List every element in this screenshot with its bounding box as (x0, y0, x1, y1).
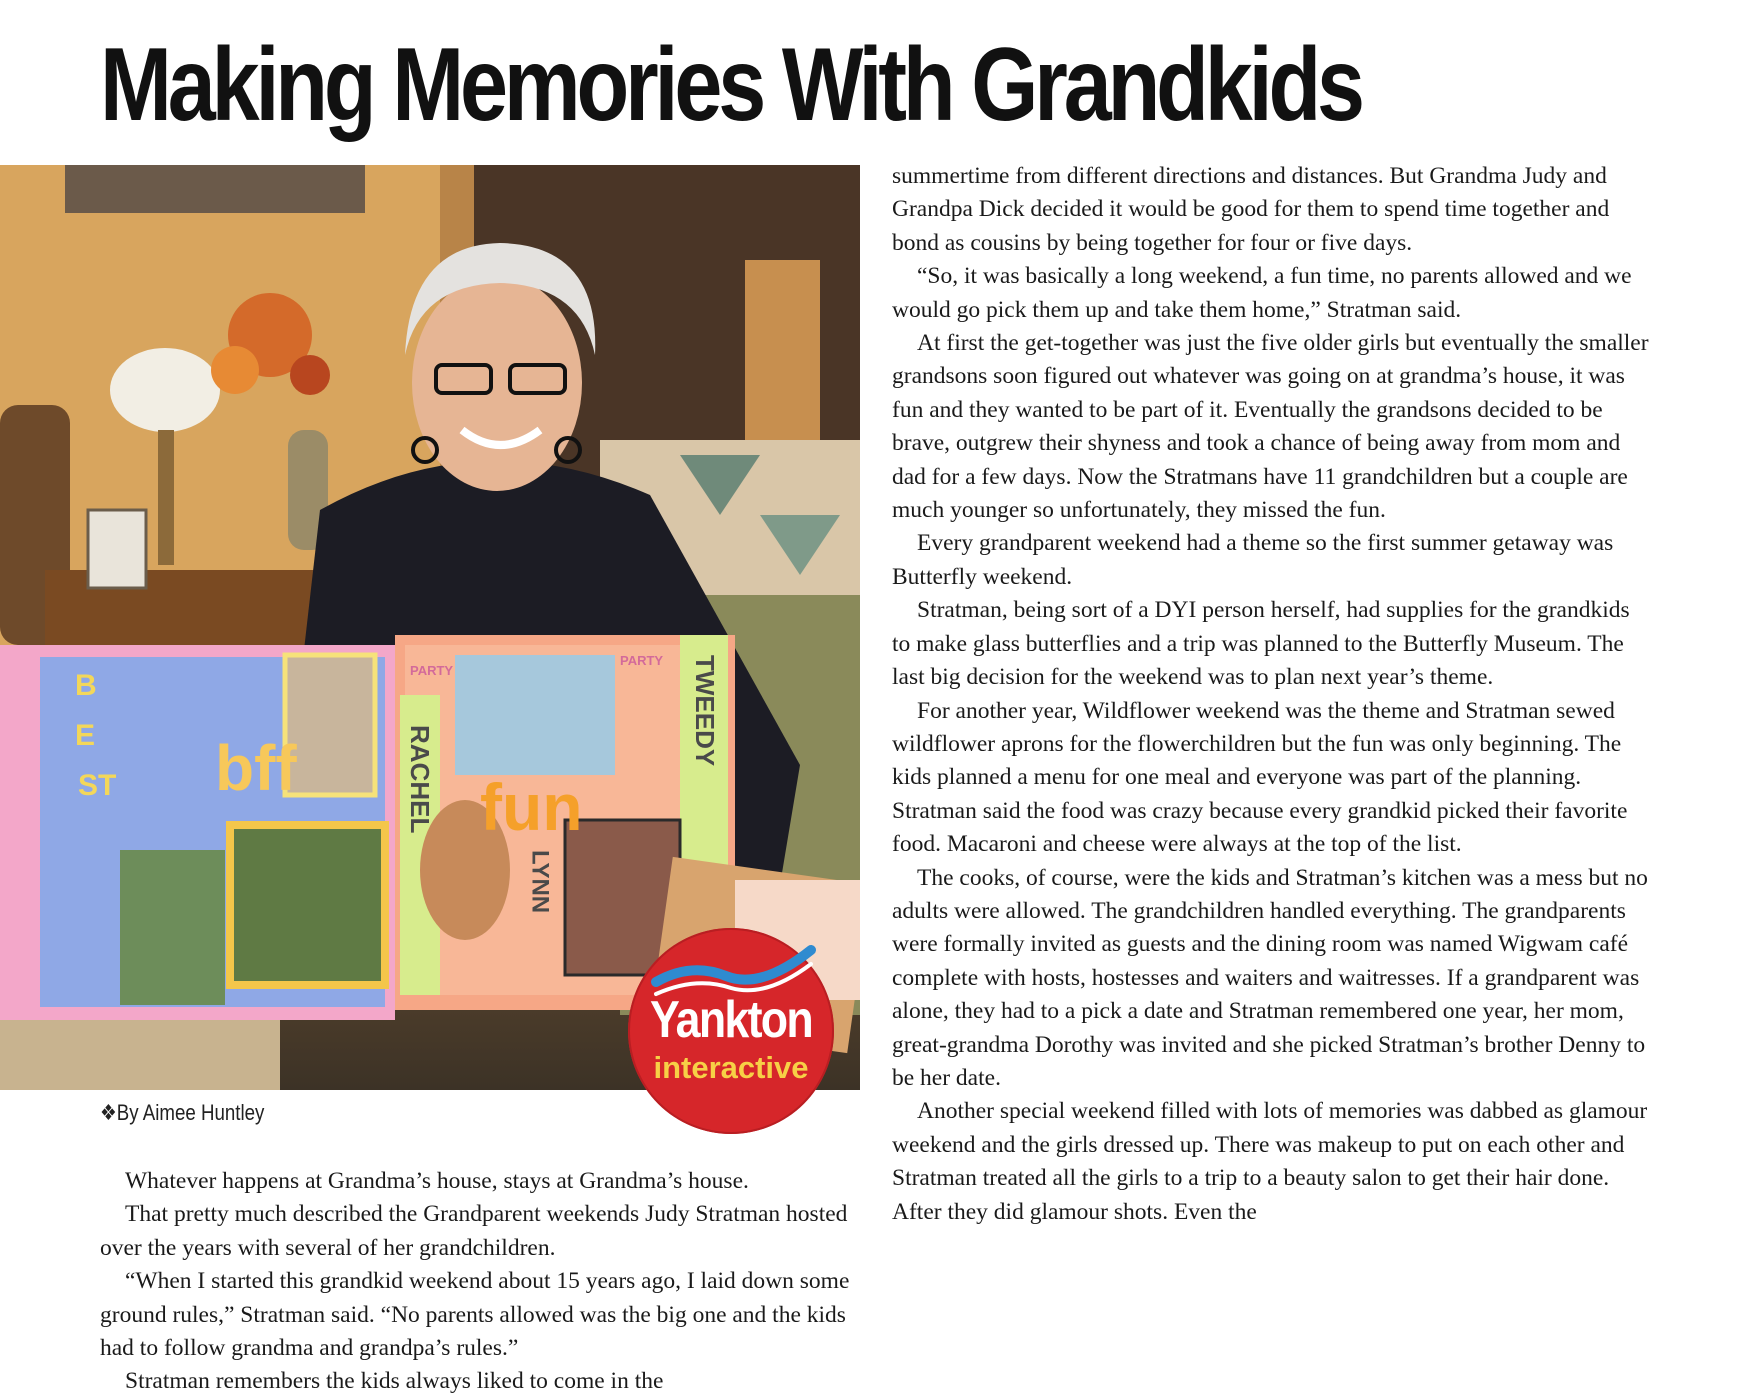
scrapbook-name-rachel: RACHEL (405, 725, 435, 834)
scrapbook-letter: S (78, 769, 99, 802)
photo-small-frame (88, 510, 146, 588)
scrapbook-name-tweedy: TWEEDY (690, 655, 720, 767)
paragraph: “When I started this grandkid weekend about 15 years ago, I laid down some ground rules,” Stratman said. “No parents allowed was the big one and the kids had to follow grandma and grandpa’s rules.” (100, 1268, 850, 1362)
scrapbook-party-left: PARTY (410, 663, 454, 678)
paragraph: “So, it was basically a long weekend, a fun time, no parents allowed and we would go pick them up and take them home,” Stratman said. (892, 263, 1632, 323)
scrapbook-letter: T (98, 769, 117, 802)
logo-name: Yankton (650, 991, 812, 1049)
paragraph: Another special weekend filled with lots of memories was dabbed as glamour weekend and the girls dressed up. There was makeup to put on each other and Stratman treated all the girls to a trip to a beauty salon to get their hair done. After they did glamour shots. Even the (892, 1098, 1648, 1225)
photo-flower (211, 346, 259, 394)
paragraph: Every grandparent weekend had a theme so the first summer getaway was Butterfly weekend. (892, 530, 1614, 590)
logo-subtitle: interactive (653, 1050, 809, 1085)
paragraph: Stratman remembers the kids always liked to come in the (125, 1368, 664, 1395)
scrapbook-photo-2 (230, 825, 385, 985)
article-column-right (892, 160, 1652, 1229)
scrapbook-letter: E (75, 719, 96, 752)
paragraph: The cooks, of course, were the kids and Stratman’s kitchen was a mess but no adults were allowed. The grandchildren handled everything. The grandparents were formally invited as guests and the dining room was named Wigwam café complete with hosts, hostesses and waiters and waitresses. If a grandparent was alone, they had to a pick a date and Stratman remembered one year, her mom, great-grandma Dorothy was invited and she picked Stratman’s brother Denny to be her date. (892, 864, 1648, 1091)
paragraph: Whatever happens at Grandma’s house, stays at Grandma’s house. (125, 1168, 749, 1194)
article-headline: Making Memories With Grandkids (100, 27, 1361, 143)
article-byline: ❖By Aimee Huntley (100, 1100, 265, 1125)
photo-lamp-base (158, 430, 174, 565)
paragraph: At first the get-together was just the five older girls but eventually the smaller grandsons soon figured out whatever was going on at grandma’s house, it was fun and they wanted to be part of it. Eventually the grandsons decided to be brave, outgrew their shyness and took a chance of being away from mom and dad for a few days. Now the Stratmans have 11 grandchildren but a couple are much younger so unfortunately, they missed the fun. (892, 330, 1649, 524)
paragraph: That pretty much described the Grandparent weekends Judy Stratman hosted over the years with several of her grandchildren. (100, 1201, 848, 1261)
scrapbook-photo-3 (120, 850, 225, 1005)
paragraph: For another year, Wildflower weekend was the theme and Stratman sewed wildflower aprons for the flowerchildren but the fun was only beginning. The kids planned a menu for one meal and everyone was part of the planning. Stratman said the food was crazy because every grandkid picked their favorite food. Macaroni and cheese were always at the top of the list. (892, 697, 1628, 858)
scrapbook-bff: bff (215, 732, 297, 804)
paragraph: summertime from different directions and distances. But Grandma Judy and Grandpa Dick decided it would be good for them to spend time together and bond as cousins by being together for four or five days. (892, 163, 1610, 256)
scrapbook-photo-1 (285, 655, 375, 795)
paragraph: Stratman, being sort of a DYI person herself, had supplies for the grandkids to make glass butterflies and a trip was planned to the Butterfly Museum. The last big decision for the weekend was to plan next year’s theme. (892, 597, 1630, 691)
scrapbook-name-lynn: LYNN (526, 850, 554, 914)
photo-carpet (0, 1020, 280, 1090)
scrapbook-party-right: PARTY (620, 653, 664, 668)
article-column-left (100, 1165, 860, 1399)
scrapbook-letter: B (75, 669, 97, 702)
photo-lamp-shade (110, 348, 220, 432)
yankton-interactive-logo (628, 928, 834, 1134)
scrapbook-photo-4 (455, 655, 615, 775)
photo-wall-frame (65, 165, 365, 213)
scrapbook-fun: fun (480, 770, 583, 844)
photo-flower (290, 355, 330, 395)
